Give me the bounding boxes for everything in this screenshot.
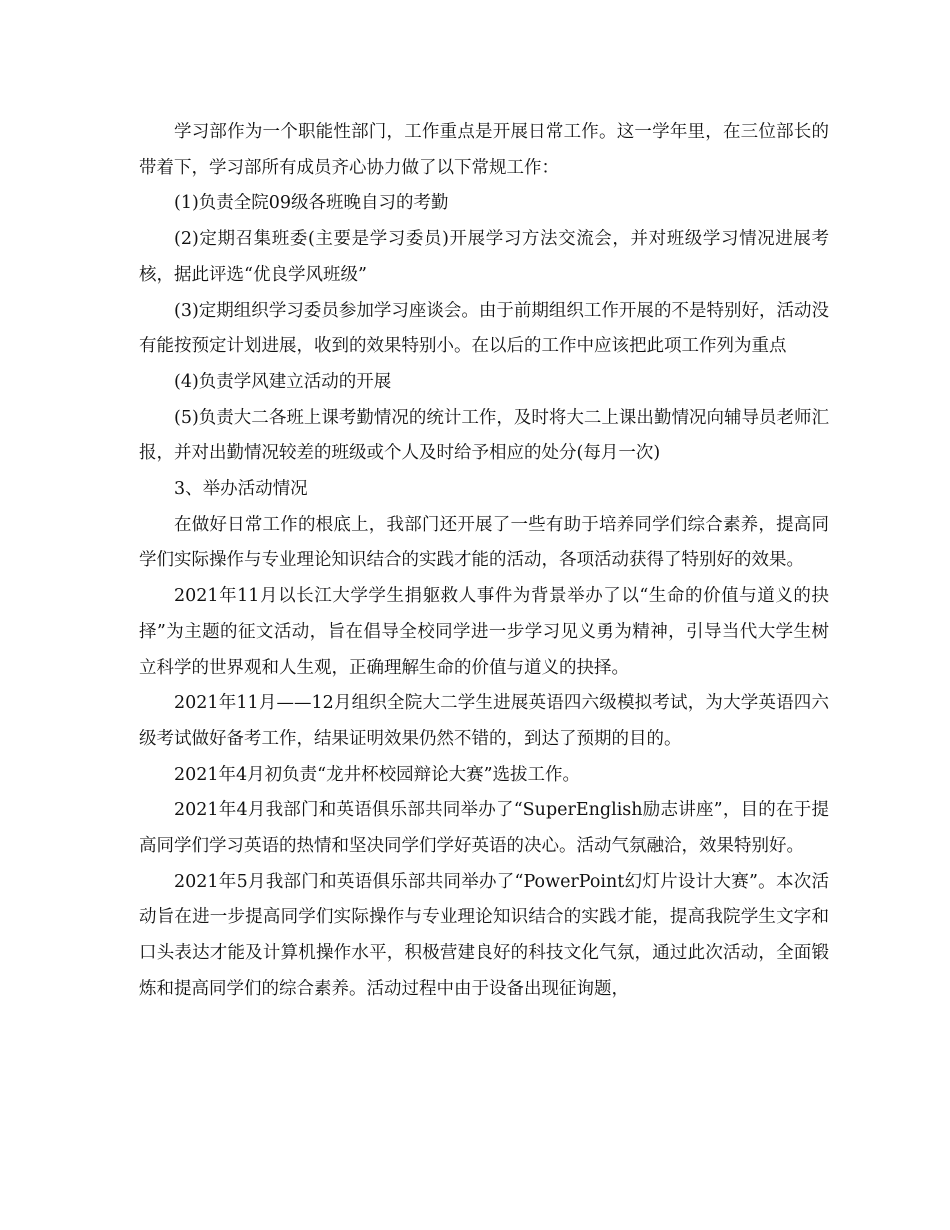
paragraph-item-4: (4)负责学风建立活动的开展	[174, 371, 392, 392]
paragraph-debate-selection: 2021年4月初负责“龙井杯校园辩论大赛”选拔工作。	[174, 764, 581, 785]
section-heading-activities: 3、举办活动情况	[174, 479, 308, 500]
paragraph-mock-exam: 2021年11月——12月组织全院大二学生进展英语四六级模拟考试，为大学英语四六级考试做好备考工作，结果证明效果仍然不错的，到达了预期的目的。	[139, 693, 829, 749]
paragraph-powerpoint-contest: 2021年5月我部门和英语俱乐部共同举办了“PowerPoint幻灯片设计大赛”。本次活动旨在进一步提高同学们实际操作与专业理论知识结合的实践才能，提高我院学生文字和口头表达才能及计算机操作水平，积极营建良好的科技文化气氛，通过此次活动，全面锻炼和提高同学们的综合素养。活动过程中由于设备出现征询题，	[139, 871, 829, 999]
paragraph-intro: 学习部作为一个职能性部门，工作重点是开展日常工作。这一学年里，在三位部长的带着下，学习部所有成员齐心协力做了以下常规工作：	[139, 122, 829, 178]
paragraph-item-1: (1)负责全院09级各班晚自习的考勤	[174, 193, 449, 214]
paragraph-essay-contest: 2021年11月以长江大学学生捐躯救人事件为背景举办了以“生命的价值与道义的抉择”为主题的征文活动，旨在倡导全校同学进一步学习见义勇为精神，引导当代大学生树立科学的世界观和人生观，正确理解生命的价值与道义的抉择。	[139, 586, 829, 678]
paragraph-item-3: (3)定期组织学习委员参加学习座谈会。由于前期组织工作开展的不是特别好，活动没有能按预定计划进展，收到的效果特别小。在以后的工作中应该把此项工作列为重点	[139, 300, 829, 357]
paragraph-activities-intro: 在做好日常工作的根底上，我部门还开展了一些有助于培养同学们综合素养，提高同学们实际操作与专业理论知识结合的实践才能的活动，各项活动获得了特别好的效果。	[139, 514, 829, 571]
paragraph-item-2: (2)定期召集班委(主要是学习委员)开展学习方法交流会，并对班级学习情况进展考核，据此评选“优良学风班级”	[139, 229, 829, 285]
paragraph-english-lecture: 2021年4月我部门和英语俱乐部共同举办了“SuperEnglish励志讲座”，目的在于提高同学们学习英语的热情和坚决同学们学好英语的决心。活动气氛融洽，效果特别好。	[139, 800, 829, 857]
paragraph-item-5: (5)负责大二各班上课考勤情况的统计工作，及时将大二上课出勤情况向辅导员老师汇报，并对出勤情况较差的班级或个人及时给予相应的处分(每月一次)	[139, 407, 829, 464]
document-body	[139, 115, 829, 1008]
